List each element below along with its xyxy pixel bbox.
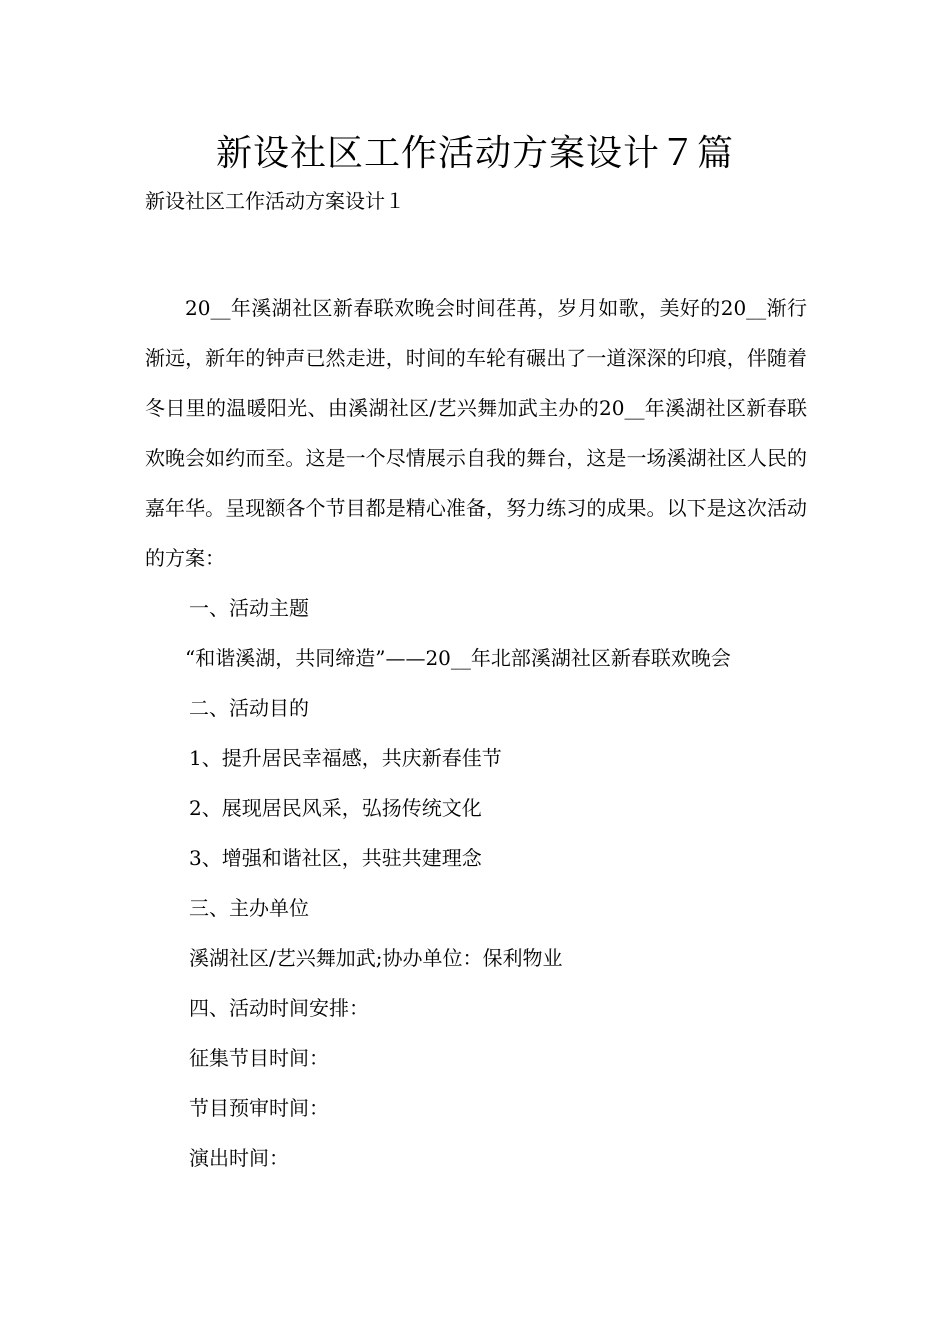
organizers-line: 溪湖社区/艺兴舞加武;协办单位：保利物业 bbox=[189, 946, 563, 970]
theme-paragraph: “和谐溪湖，共同缔造”——20__年北部溪湖社区新春联欢晚会 bbox=[185, 646, 731, 670]
schedule-item: 节目预审时间： bbox=[189, 1096, 329, 1120]
goal-item: 2、展现居民风采，弘扬传统文化 bbox=[189, 796, 482, 820]
section-heading-organizers: 三、主办单位 bbox=[189, 896, 309, 920]
intro-paragraph: 20__年溪湖社区新春联欢晚会时间荏苒，岁月如歌，美好的20__渐行渐远，新年的钟声已然走进，时间的车轮有碾出了一道深深的印痕，伴随着冬日里的温暖阳光、由溪湖社区/艺兴舞加武主办的20__年溪湖社区新春联欢晚会如约而至。这是一个尽情展示自我的舞台，这是一场溪湖社区人民的嘉年华。呈现额各个节目都是精心准备，努力练习的成果。以下是这次活动的方案： bbox=[145, 296, 807, 570]
section-heading-theme: 一、活动主题 bbox=[189, 596, 309, 620]
schedule-item: 征集节目时间： bbox=[189, 1046, 329, 1070]
section-heading-schedule: 四、活动时间安排： bbox=[189, 996, 369, 1020]
goal-item: 1、提升居民幸福感，共庆新春佳节 bbox=[189, 746, 502, 770]
document-title: 新设社区工作活动方案设计７篇 bbox=[215, 133, 734, 174]
goal-item: 3、增强和谐社区，共驻共建理念 bbox=[189, 846, 482, 870]
schedule-item: 演出时间： bbox=[189, 1146, 289, 1170]
document-subtitle: 新设社区工作活动方案设计１ bbox=[145, 189, 405, 213]
document-body bbox=[145, 283, 807, 1183]
section-heading-goals: 二、活动目的 bbox=[189, 696, 309, 720]
